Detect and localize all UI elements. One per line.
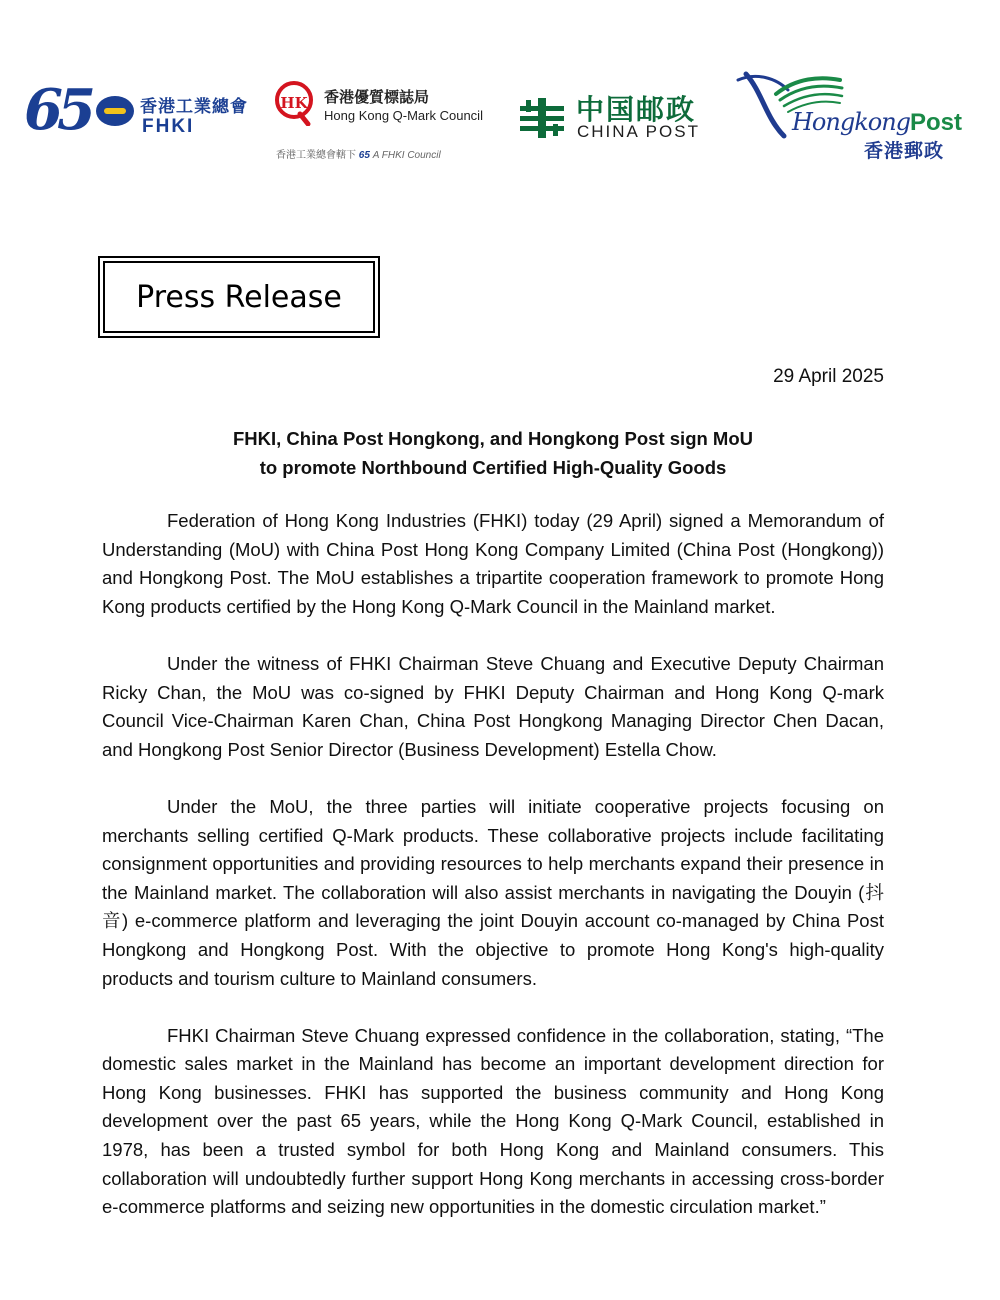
body-text	[102, 507, 884, 1250]
china-post-logo	[516, 88, 706, 148]
press-release-box-inner	[103, 261, 375, 333]
headline-line-2: to promote Northbound Certified High-Quality Goods	[259, 457, 727, 478]
paragraph-2: Under the witness of FHKI Chairman Steve Chuang and Executive Deputy Chairman Ricky Chan, the MoU was co-signed by FHKI Deputy Chairman and Hong Kong Q-mark Council Vice-Chairman Karen Chan, China Post Hongkong Managing Director Chen Dacan, and Hongkong Post Senior Director (Business Development) Estella Chow.	[102, 652, 884, 760]
paragraph-3: Under the MoU, the three parties will initiate cooperative projects focusing on merchants selling certified Q-Mark products. These collaborative projects include facilitating consignment opportunities and providing resources to help merchants expand their presence in the Mainland market. The collaboration will also assist merchants in navigating the Douyin (抖音) e-commerce platform and leveraging the joint Douyin account co-managed by China Post Hongkong and Hongkong Post. With the objective to promote Hong Kong's high-quality products and tourism culture to Mainland consumers.	[102, 795, 884, 989]
headline	[102, 424, 884, 482]
qmark-name-en: Hong Kong Q-Mark Council	[324, 108, 483, 123]
hongkong-post-name-en	[792, 108, 962, 137]
qmark-name-cn: 香港優質標誌局	[324, 89, 430, 106]
qmark-seal-icon	[274, 80, 314, 126]
press-release-box	[98, 256, 380, 338]
fhki-logo	[24, 77, 248, 143]
hongkong-post-name-post: Post	[910, 109, 963, 136]
china-post-name-cn: 中国邮政	[576, 94, 697, 125]
qmark-council-logo	[274, 76, 484, 166]
qmark-sub-en: A FHKI Council	[372, 150, 441, 161]
fhki-name-cn: 香港工業總會	[140, 97, 248, 116]
release-date: 29 April 2025	[773, 366, 884, 387]
hongkong-post-name-hk: Hongkong	[792, 108, 911, 136]
china-post-emblem-icon	[516, 92, 568, 144]
hongkong-post-name-cn: 香港郵政	[864, 141, 945, 162]
qmark-sub-cn: 香港工業總會轄下	[276, 150, 356, 161]
qmark-subtitle	[276, 146, 441, 161]
logo-row	[20, 70, 963, 170]
paragraph-1: Federation of Hong Kong Industries (FHKI) today (29 April) signed a Memorandum of Understanding (MoU) with China Post Hong Kong Company Limited (China Post (Hongkong)) and Hongkong Post. The MoU establishes a tripartite cooperation framework to promote Hong Kong products certified by the Hong Kong Q-Mark Council in the Mainland market.	[102, 510, 884, 617]
fhki-badge-icon	[96, 96, 134, 126]
fhki-name-en: FHKI	[142, 116, 195, 137]
press-release-label: Press Release	[136, 279, 342, 315]
qmark-sub-number: 65	[358, 150, 370, 161]
china-post-name-en: CHINA POST	[577, 122, 700, 141]
fhki-65-number: 65	[24, 77, 90, 143]
paragraph-4: FHKI Chairman Steve Chuang expressed confidence in the collaboration, stating, “The domestic sales market in the Mainland has become an important development direction for Hong Kong businesses. FHKI has supported the business community and Hong Kong development over the past 65 years, while the Hong Kong Q-Mark Council, established in 1978, has been a trusted symbol for both Hong Kong and Mainland consumers. This collaboration will undoubtedly further support Hong Kong merchants in accessing cross-border e-commerce platforms and seizing new opportunities in the domestic circulation market.”	[102, 1024, 884, 1218]
qmark-seal-label: HK	[280, 94, 308, 112]
hongkong-post-logo	[736, 70, 963, 166]
headline-line-1: FHKI, China Post Hongkong, and Hongkong Post sign MoU	[232, 428, 754, 449]
